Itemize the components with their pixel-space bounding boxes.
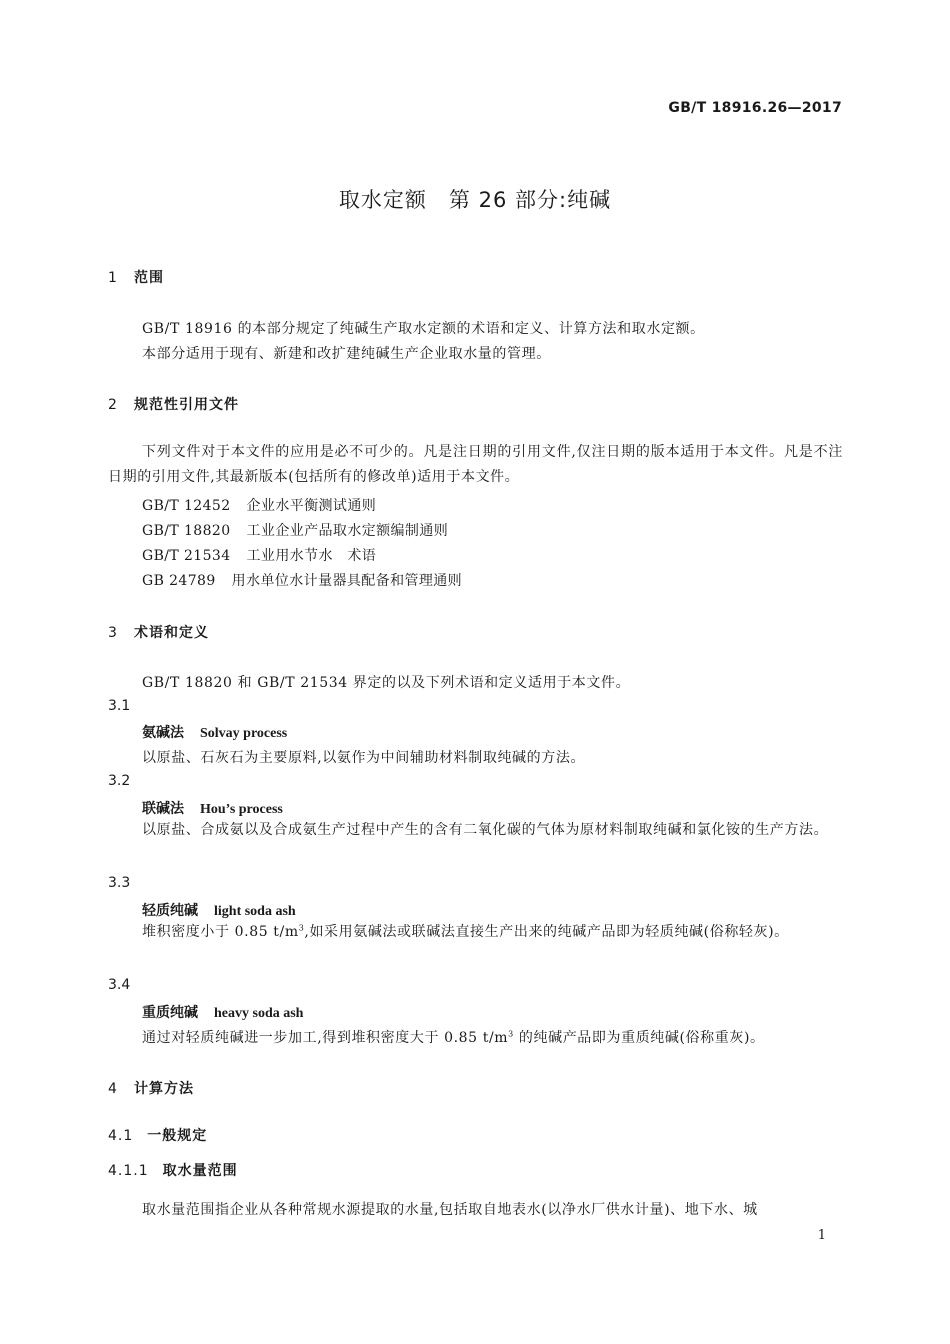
reference-item: [142, 520, 448, 540]
reference-item: [142, 495, 376, 515]
term-zh: 重质纯碱: [142, 1005, 198, 1021]
section-title: 术语和定义: [134, 625, 209, 641]
reference-title: 工业企业产品取水定额编制通则: [246, 523, 449, 539]
term-heading: [142, 1002, 303, 1022]
term-zh: 氨碱法: [142, 725, 184, 741]
reference-item: [142, 545, 376, 565]
term-number: 3.4: [108, 977, 131, 993]
section-3-heading: [108, 622, 209, 642]
term-zh: 联碱法: [142, 801, 184, 817]
term-definition: [108, 920, 843, 945]
term-definition: 以原盐、石灰石为主要原料,以氨作为中间辅助材料制取纯碱的方法。: [142, 750, 586, 766]
term-en: heavy soda ash: [214, 1006, 304, 1021]
term-definition: [142, 1027, 765, 1047]
section-title: 计算方法: [134, 1081, 194, 1097]
term-zh: 轻质纯碱: [142, 903, 198, 919]
definition-part: 通过对轻质纯碱进一步加工,得到堆积密度大于 0.85 t/m: [142, 1030, 509, 1046]
subsection-number: 4.1.1: [108, 1163, 149, 1179]
term-number: 3.1: [108, 698, 131, 714]
reference-title: 工业用水节水 术语: [246, 548, 377, 564]
paragraph: 本部分适用于现有、新建和改扩建纯碱生产企业取水量的管理。: [142, 346, 551, 362]
paragraph: GB/T 18916 的本部分规定了纯碱生产取水定额的术语和定义、计算方法和取水定额。: [142, 321, 705, 337]
subsection-4-1-1-heading: [108, 1160, 238, 1180]
page-number: 1: [817, 1228, 826, 1243]
document-title: 取水定额 第 26 部分:纯碱: [338, 188, 612, 212]
reference-code: GB/T 21534: [142, 548, 231, 564]
definition-part: ,如采用氨碱法或联碱法直接生产出来的纯碱产品即为轻质纯碱(俗称轻灰)。: [304, 924, 789, 940]
definition-part: 堆积密度小于 0.85 t/m: [142, 924, 299, 940]
term-en: Hou’s process: [200, 802, 283, 817]
superscript: 3: [508, 1029, 514, 1039]
subsection-4-1-heading: [108, 1125, 207, 1145]
paragraph: GB/T 18820 和 GB/T 21534 界定的以及下列术语和定义适用于本文件。: [142, 675, 631, 691]
subsection-number: 4.1: [108, 1128, 134, 1144]
section-title: 规范性引用文件: [134, 397, 239, 413]
term-heading: [142, 722, 287, 742]
section-number: 2: [108, 397, 118, 413]
reference-title: 企业水平衡测试通则: [246, 498, 377, 514]
section-4-heading: [108, 1078, 194, 1098]
term-heading: [142, 798, 283, 818]
section-2-heading: [108, 394, 239, 414]
reference-title: 用水单位水计量器具配备和管理通则: [231, 573, 463, 589]
reference-code: GB/T 18820: [142, 523, 231, 539]
term-en: Solvay process: [200, 726, 288, 741]
term-definition: 以原盐、合成氨以及合成氨生产过程中产生的含有二氧化碳的气体为原材料制取纯碱和氯化铵的生产方法。: [142, 822, 829, 838]
paragraph: 取水量范围指企业从各种常规水源提取的水量,包括取自地表水(以净水厂供水计量)、地下水、城: [142, 1202, 758, 1218]
term-en: light soda ash: [214, 904, 296, 919]
section-number: 3: [108, 625, 118, 641]
section-1-heading: [108, 267, 164, 287]
term-number: 3.2: [108, 773, 131, 789]
reference-code: GB 24789: [142, 573, 216, 589]
subsection-title: 取水量范围: [162, 1163, 238, 1179]
reference-code: GB/T 12452: [142, 498, 231, 514]
subsection-title: 一般规定: [147, 1128, 208, 1144]
definition-part: 的纯碱产品即为重质纯碱(俗称重灰)。: [513, 1030, 765, 1046]
term-number: 3.3: [108, 875, 131, 891]
paragraph: 下列文件对于本文件的应用是必不可少的。凡是注日期的引用文件,仅注日期的版本适用于本文件。凡是不注日期的引用文件,其最新版本(包括所有的修改单)适用于本文件。: [108, 444, 843, 485]
standard-code: GB/T 18916.26—2017: [668, 100, 842, 116]
reference-item: [142, 570, 462, 590]
section-number: 1: [108, 270, 118, 286]
section-number: 4: [108, 1081, 118, 1097]
term-heading: [142, 900, 296, 920]
superscript: 3: [298, 923, 305, 933]
section-title: 范围: [134, 270, 164, 286]
